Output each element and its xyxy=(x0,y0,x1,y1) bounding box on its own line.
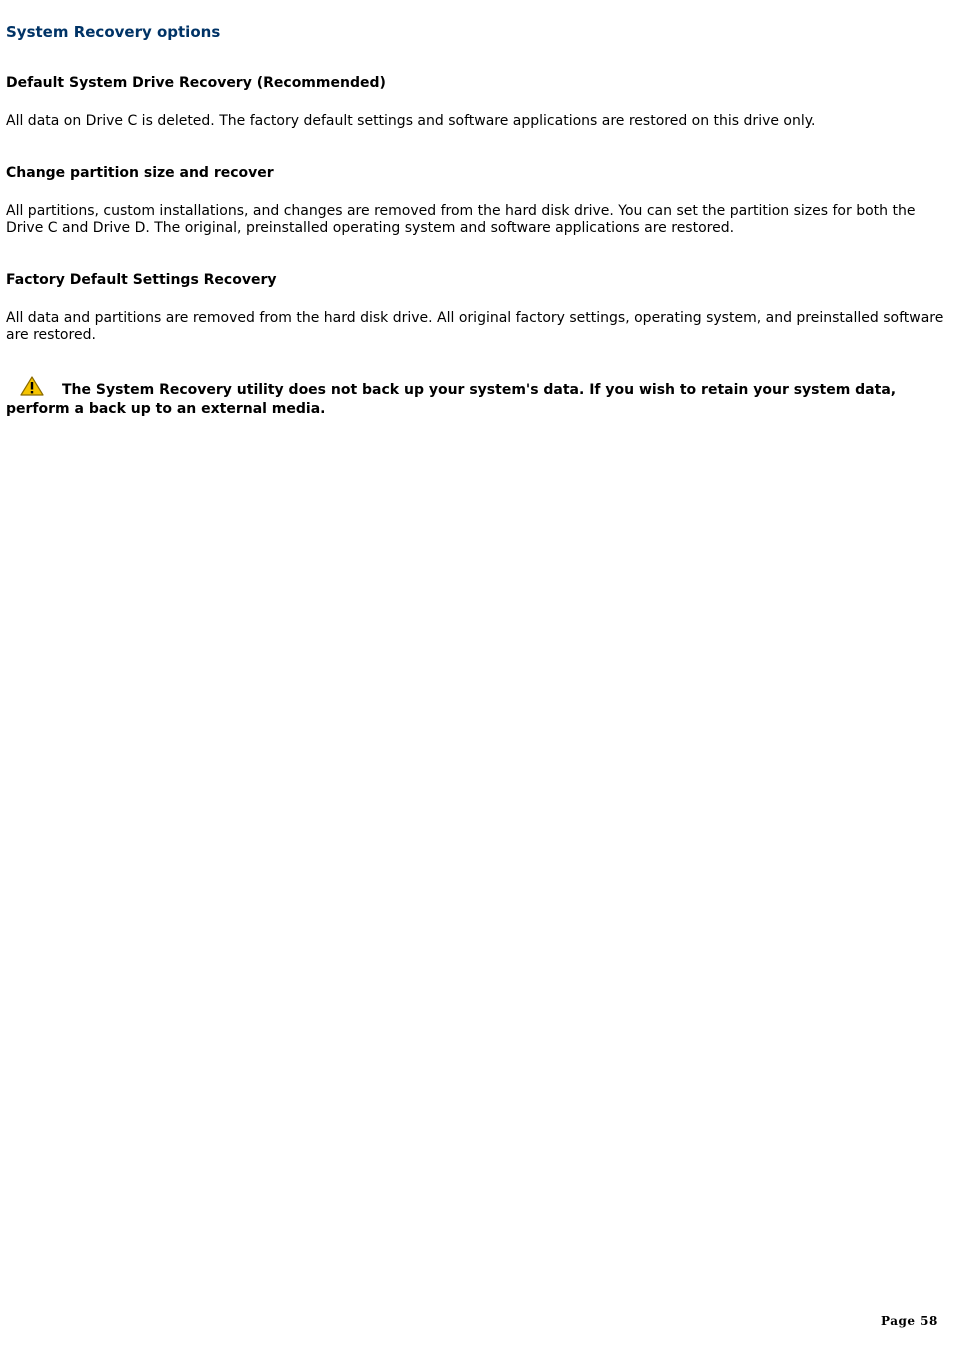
section-body-factory-default-settings-recovery: All data and partitions are removed from the hard disk drive. All original factory settings, operating system, and preinstalled software are restored. xyxy=(6,310,944,343)
warning-icon xyxy=(20,376,44,401)
page-title: System Recovery options xyxy=(6,23,221,41)
section-heading-change-partition-size: Change partition size and recover xyxy=(6,165,274,181)
section-body-change-partition-size: All partitions, custom installations, and changes are removed from the hard disk drive. You can set the partition sizes for both the Drive C and Drive D. The original, preinstalled operating system and software applications are restored. xyxy=(6,203,916,236)
section-body-default-system-drive-recovery: All data on Drive C is deleted. The factory default settings and software applications are restored on this drive only. xyxy=(6,113,816,129)
section-heading-default-system-drive-recovery: Default System Drive Recovery (Recommended) xyxy=(6,75,386,91)
section-heading-factory-default-settings-recovery: Factory Default Settings Recovery xyxy=(6,272,277,288)
page-number: Page 58 xyxy=(881,1314,938,1328)
warning-text: The System Recovery utility does not back up your system's data. If you wish to retain your system data, perform a back up to an external media. xyxy=(6,382,897,417)
warning-note xyxy=(6,376,948,418)
